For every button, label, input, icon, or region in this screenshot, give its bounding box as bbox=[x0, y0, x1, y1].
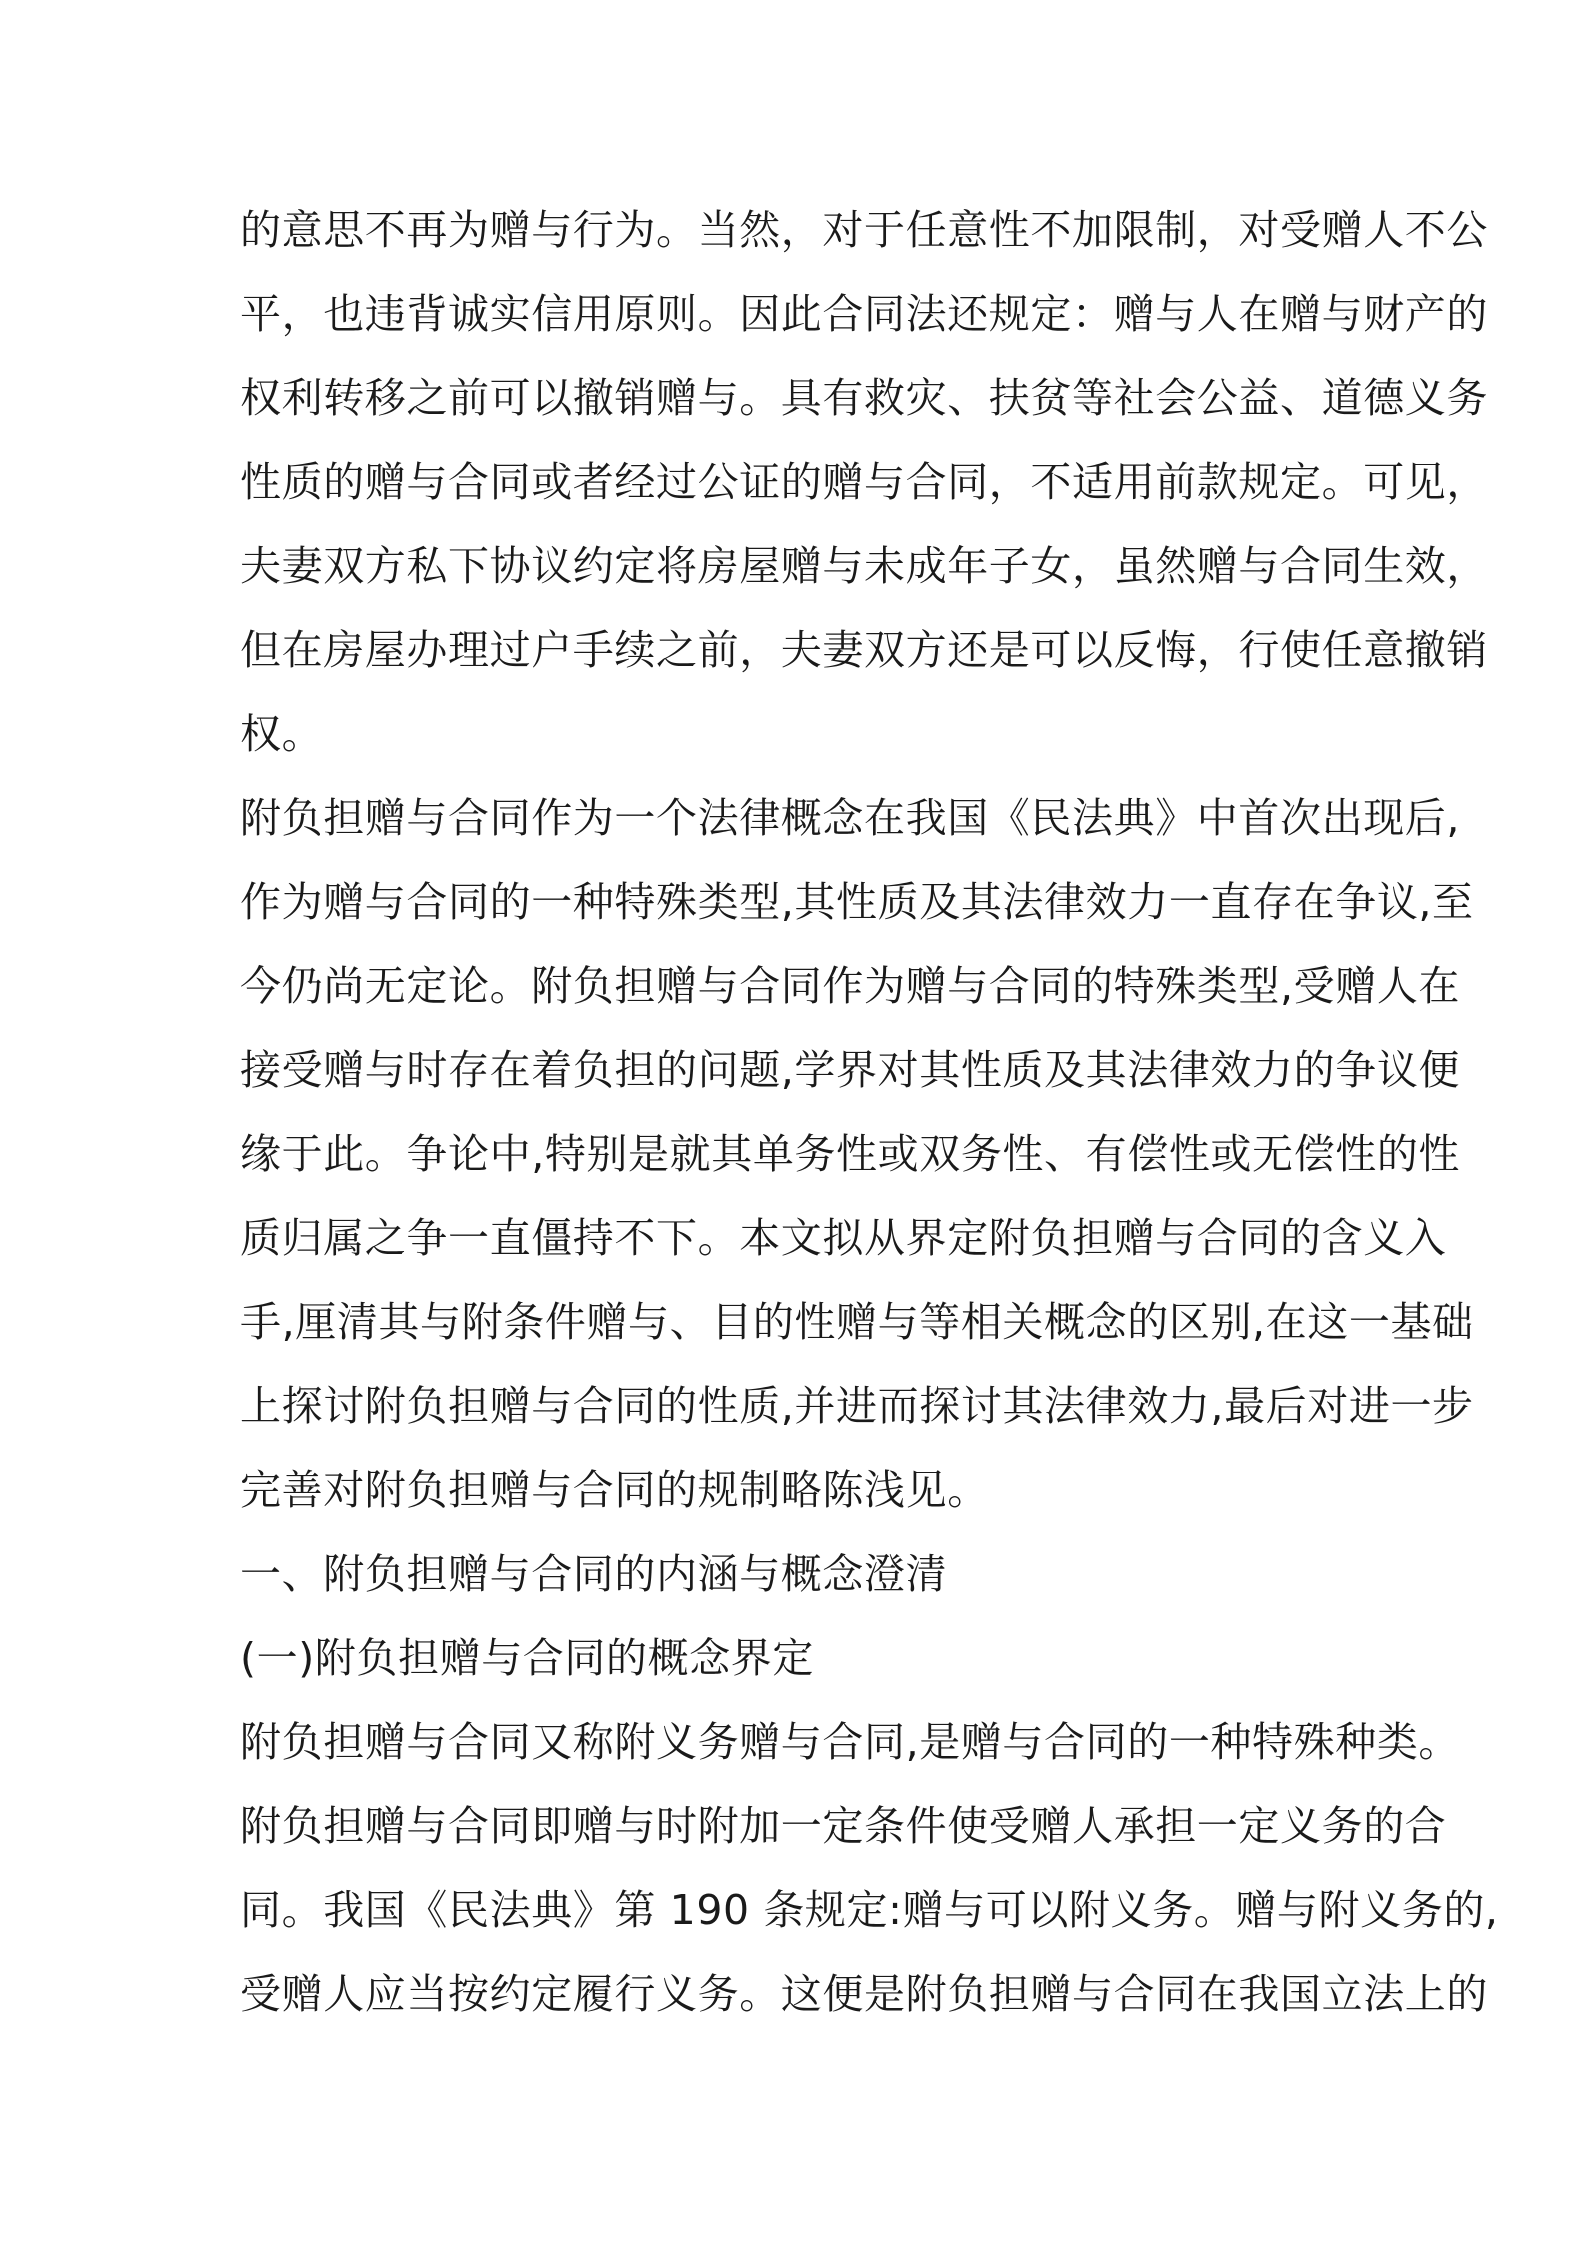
text-line: 完善对附负担赠与合同的规制略陈浅见。 bbox=[240, 1466, 989, 1514]
text-line: 平，也违背诚实信用原则。因此合同法还规定：赠与人在赠与财产的 bbox=[240, 290, 1488, 338]
text-line: 同。我国《民法典》第 190 条规定:赠与可以附义务。赠与附义务的, bbox=[240, 1886, 1499, 1934]
text-line: 的意思不再为赠与行为。当然，对于任意性不加限制，对受赠人不公 bbox=[240, 206, 1488, 254]
text-line: 手,厘清其与附条件赠与、目的性赠与等相关概念的区别,在这一基础 bbox=[240, 1298, 1474, 1346]
text-line: 附负担赠与合同即赠与时附加一定条件使受赠人承担一定义务的合 bbox=[240, 1802, 1447, 1850]
text-line: 性质的赠与合同或者经过公证的赠与合同，不适用前款规定。可见， bbox=[240, 458, 1488, 506]
text-line: 受赠人应当按约定履行义务。这便是附负担赠与合同在我国立法上的 bbox=[240, 1970, 1488, 2018]
subsection-heading: (一)附负担赠与合同的概念界定 bbox=[240, 1634, 814, 1682]
text-line: 上探讨附负担赠与合同的性质,并进而探讨其法律效力,最后对进一步 bbox=[240, 1382, 1474, 1430]
text-line: 质归属之争一直僵持不下。本文拟从界定附负担赠与合同的含义入 bbox=[240, 1214, 1447, 1262]
text-line: 权利转移之前可以撤销赠与。具有救灾、扶贫等社会公益、道德义务 bbox=[240, 374, 1488, 422]
text-line: 但在房屋办理过户手续之前，夫妻双方还是可以反悔，行使任意撤销 bbox=[240, 626, 1488, 674]
text-line: 缘于此。争论中,特别是就其单务性或双务性、有偿性或无偿性的性 bbox=[240, 1130, 1461, 1178]
section-heading: 一、附负担赠与合同的内涵与概念澄清 bbox=[240, 1550, 948, 1598]
text-line: 接受赠与时存在着负担的问题,学界对其性质及其法律效力的争议便 bbox=[240, 1046, 1461, 1094]
text-line: 附负担赠与合同作为一个法律概念在我国《民法典》中首次出现后, bbox=[240, 794, 1461, 842]
text-line: 夫妻双方私下协议约定将房屋赠与未成年子女，虽然赠与合同生效， bbox=[240, 542, 1488, 590]
text-line: 作为赠与合同的一种特殊类型,其性质及其法律效力一直存在争议,至 bbox=[240, 878, 1474, 926]
text-line: 附负担赠与合同又称附义务赠与合同,是赠与合同的一种特殊种类。 bbox=[240, 1718, 1461, 1766]
text-line: 今仍尚无定论。附负担赠与合同作为赠与合同的特殊类型,受赠人在 bbox=[240, 962, 1461, 1010]
text-line: 权。 bbox=[240, 710, 324, 758]
